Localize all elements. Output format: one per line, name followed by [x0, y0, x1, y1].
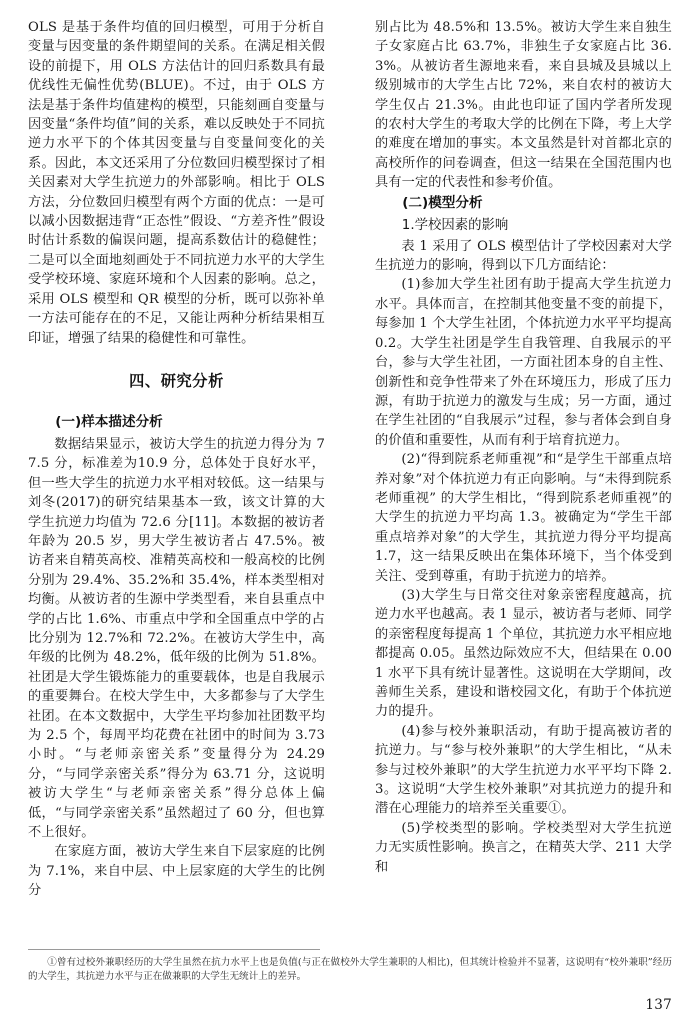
paragraph-finding-1-clubs: (1)参加大学生社团有助于提高大学生抗逆力水平。具体而言，在控制其他变量不变的前提下，每参加 1 个大学生社团，个体抗逆力水平平均提高 0.2。大学生社团是学生自我管理、自我展示的平台，参与大学生社团，一方面社团本身的自主性、创新性和竞争性带来了外在环境压力，形成了压力源，有助于抗逆力的激发与生成；另一方面，通过在学生社团的“自我展示”过程，参与者体会到自身的价值和重要性，从而有利于培育抗逆力。: [375, 277, 672, 448]
paragraph-finding-5-school-type: (5)学校类型的影响。学校类型对大学生抗逆力无实质性影响。换言之，在精英大学、211 大学和: [375, 820, 672, 875]
two-column-body: [28, 18, 672, 901]
footnote-block: [28, 949, 672, 985]
paragraph-sample-statistics: 数据结果显示，被访大学生的抗逆力得分为 77.5 分，标准差为10.9 分，总体处于良好水平，但一些大学生的抗逆力水平相对较低。这一结果与刘冬(2017)的研究结果基本一致，该文计算的大学生抗逆力均值为 72.6 分[11]。本数据的被访者年龄为 20.5 岁，男大学生被访者占 47.5%。被访者来自精英高校、准精英高校和一般高校的比例分别为 29.4%、35.2%和 35.4%，样本类型相对均衡。从被访者的生源中学类型看，来自县重点中学的占比 1.6%、市重点中学和全国重点中学的占比分别为 12.7%和 72.2%。在被访大学生中，高年级的比例为 48.2%，低年级的比例为 51.8%。社团是大学生锻炼能力的重要载体，也是自我展示的重要舞台。在校大学生中，大多都参与了大学生社团。在本文数据中，大学生平均参加社团数平均为 2.5 个，每周平均花费在社团中的时间为 3.73 小时。“与老师亲密关系”变量得分为 24.29 分，“与同学亲密关系”得分为 63.71 分，这说明被访大学生“与老师亲密关系”得分总体上偏低，“与同学亲密关系”虽然超过了 60 分，但也算不上很好。: [28, 436, 325, 841]
right-column: [375, 18, 672, 877]
paragraph-finding-3-intimacy: (3)大学生与日常交往对象亲密程度越高，抗逆力水平也越高。表 1 显示，被访者与老师、同学的亲密程度每提高 1 个单位，其抗逆力水平相应地都提高 0.05。虽然边际效应不大，但结果在 0.001 水平下具有统计显著性。这说明在大学期间，改善师生关系，建设和谐校园文化，有助于个体抗逆力的提升。: [375, 587, 672, 720]
left-column: [28, 18, 325, 901]
paragraph-model-intro: 表 1 采用了 OLS 模型估计了学校因素对大学生抗逆力的影响，得到以下几方面结论：: [375, 238, 672, 274]
footnote-text: ①曾有过校外兼职经历的大学生虽然在抗力水平上也是负值(与正在做校外大学生兼职的人相比)，但其统计检验并不显著，这说明有“校外兼职”经历的大学生，其抗逆力水平与正在做兼职的大学生无统计上的差异。: [28, 956, 672, 983]
paragraph-family-background-part1: 在家庭方面，被访大学生来自下层家庭的比例为 7.1%，来自中层、中上层家庭的大学生的比例分: [28, 844, 325, 899]
paragraph-finding-2-teacher-attention: (2)“得到院系老师重视”和“是学生干部重点培养对象”对个体抗逆力有正向影响。与“未得到院系老师重视” 的大学生相比，“得到院系老师重视”的大学生的抗逆力平均高 1.3。被确定为“学生干部重点培养对象”的大学生，其抗逆力得分平均提高 1.7，这一结果反映出在集体环境下，当个体受到关注、受到尊重，有助于抗逆力的培养。: [375, 452, 672, 584]
subsection-heading-model-analysis: (二)模型分析: [402, 194, 483, 211]
paragraph-finding-4-part-time-job: (4)参与校外兼职活动，有助于提高被访者的抗逆力。与“参与校外兼职”的大学生相比，“从未参与过校外兼职”的大学生抗逆力水平平均下降 2.3。这说明“大学生校外兼职”对其抗逆力的提升和潜在心理能力的培养至关重要①。: [375, 723, 672, 817]
paragraph-family-background-part2: 别占比为 48.5%和 13.5%。被访大学生来自独生子女家庭占比 63.7%，非独生子女家庭占比 36.3%。从被访者生源地来看，来自县城及县城以上级别城市的大学生占比 72%，来自农村的被访大学生仅占 21.3%。由此也印证了国内学者所发现的农村大学生的考取大学的比例在下降，考上大学的难度在增加的事实。本文虽然是针对首都北京的高校所作的问卷调查，但这一结果在全国范围内也具有一定的代表性和参考价值。: [375, 20, 672, 191]
page-number: 137: [645, 997, 672, 1013]
paragraph-ols-method: OLS 是基于条件均值的回归模型，可用于分析自变量与因变量的条件期望间的关系。在满足相关假设的前提下，用 OLS 方法估计的回归系数具有最优线性无偏性优势(BLUE)。不过，由于 OLS 方法是基于条件均值建构的模型，只能刻画自变量与因变量“条件均值”间的关系，难以反映处于不同抗逆力水平下的个体其因变量与自变量间变化的关系。因此，本文还采用了分位数回归模型探讨了相关因素对大学生抗逆力的外部影响。相比于 OLS 方法，分位数回归模型有两个方面的优点：一是可以减小因数据违背“正态性”假设、“方差齐性”假设时估计系数的偏误问题，提高系数估计的稳健性；二是可以全面地刻画处于不同抗逆力水平的大学生受学校环境、家庭环境和个人因素的影响。总之，采用 OLS 模型和 QR 模型的分析，既可以弥补单一方法可能存在的不足，又能让两种分析结果相互印证，增强了结果的稳健性和可靠性。: [28, 20, 325, 346]
subsection-heading-sample-description: (一)样本描述分析: [55, 413, 163, 430]
section-heading-research-analysis: 四、研究分析: [129, 371, 224, 390]
footnote-separator-rule: [28, 949, 320, 950]
subsubsection-heading-school-factors: 1.学校因素的影响: [401, 217, 509, 233]
